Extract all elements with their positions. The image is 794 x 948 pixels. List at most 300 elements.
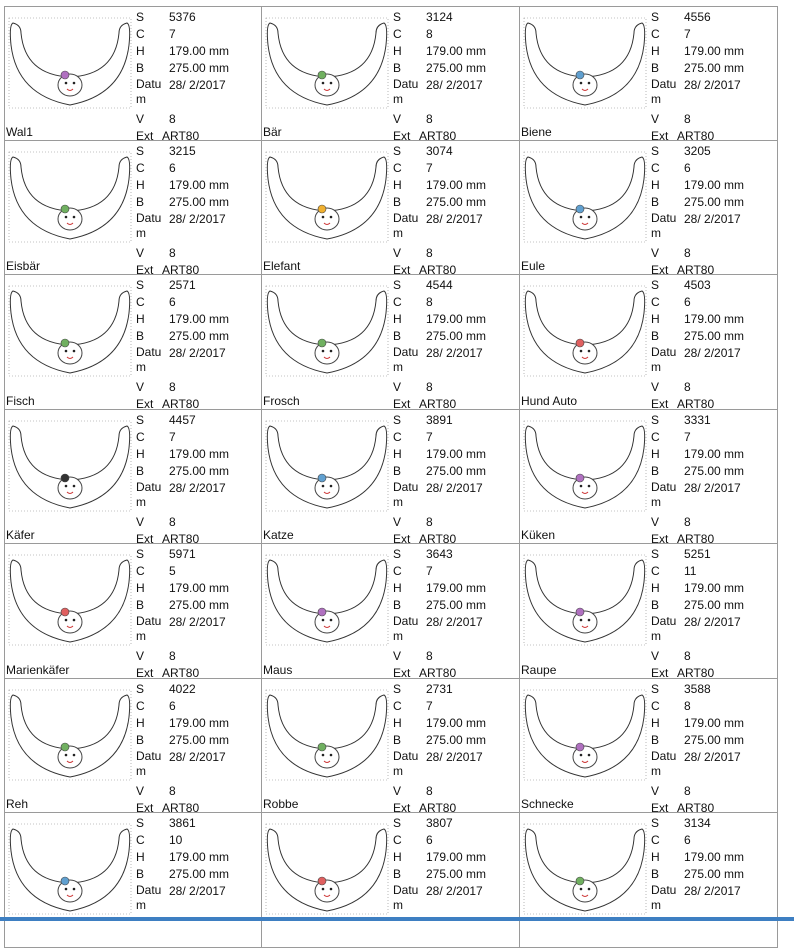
height-value: 179.00 mm [426, 715, 487, 730]
stitch-count [393, 681, 518, 698]
extension [393, 262, 518, 276]
color-count-label: C [651, 698, 660, 713]
stitch-count-label: S [393, 10, 402, 24]
version-value: 8 [684, 783, 691, 798]
width [651, 866, 776, 883]
date-label: Datum [651, 77, 677, 106]
extension-value: ART80 [677, 397, 715, 410]
pig-icon [58, 877, 82, 902]
color-count-value: 7 [169, 429, 176, 444]
color-count-label: C [651, 833, 660, 847]
design-properties [136, 815, 261, 917]
color-count [393, 294, 518, 311]
date-label: Datum [651, 748, 677, 778]
design-cell[interactable] [520, 679, 778, 814]
stitch-count [136, 546, 261, 563]
stitch-count [651, 412, 776, 429]
height-value: 179.00 mm [169, 715, 230, 730]
date-value: 28/ 2/2017 [684, 78, 741, 92]
date-label: Datum [651, 479, 677, 509]
design-properties [651, 9, 776, 141]
version [136, 245, 261, 262]
height [393, 715, 518, 732]
bib-preview [264, 418, 390, 514]
design-cell[interactable] [4, 6, 262, 141]
height [136, 43, 261, 60]
date-value: 28/ 2/2017 [426, 211, 483, 226]
date-label: Datum [651, 345, 677, 374]
date-label: Datum [136, 77, 162, 106]
version-label: V [393, 783, 402, 798]
extension [136, 531, 261, 545]
stitch-count-label: S [136, 143, 145, 158]
date [136, 749, 261, 783]
bib-preview [7, 687, 133, 783]
design-properties [651, 546, 776, 679]
extension-label: Ext [651, 262, 669, 275]
version-value: 8 [169, 649, 176, 663]
window-bottom-bar [0, 917, 794, 921]
version [136, 648, 261, 665]
color-count [393, 563, 518, 580]
version-value: 8 [426, 112, 433, 126]
extension-label: Ext [136, 800, 154, 813]
bib-preview [522, 149, 648, 245]
color-count-label: C [393, 27, 402, 41]
owl-icon [573, 205, 597, 230]
design-properties [136, 277, 261, 410]
design-name: Eule [521, 259, 546, 273]
version-label: V [651, 112, 660, 126]
width-label: B [393, 329, 402, 343]
date [651, 480, 776, 514]
stitch-count-label: S [136, 816, 145, 830]
extension-value: ART80 [162, 666, 200, 679]
design-cell[interactable] [4, 813, 262, 948]
stitch-count-label: S [393, 681, 402, 696]
height [393, 43, 518, 60]
extension-label: Ext [393, 129, 411, 141]
width-value: 275.00 mm [169, 598, 230, 612]
height-value: 179.00 mm [426, 312, 487, 326]
width-value: 275.00 mm [684, 61, 745, 75]
date [136, 614, 261, 648]
design-cell[interactable] [262, 679, 520, 814]
height-value: 179.00 mm [169, 581, 230, 595]
bib-preview [522, 552, 648, 648]
color-count-value: 6 [684, 160, 691, 175]
height-label: H [651, 446, 660, 461]
width-label: B [136, 463, 145, 478]
width-value: 275.00 mm [169, 867, 230, 881]
stitch-count-value: 3891 [426, 412, 453, 427]
version-label: V [393, 380, 402, 394]
date-label: Datum [136, 614, 162, 643]
version-label: V [136, 245, 145, 260]
design-name: Maus [263, 662, 293, 677]
color-count-value: 7 [426, 160, 433, 175]
design-properties [393, 143, 518, 276]
width-label: B [393, 61, 402, 75]
stitch-count [136, 815, 261, 832]
date-value: 28/ 2/2017 [169, 749, 226, 764]
width-value: 275.00 mm [169, 732, 230, 747]
version [651, 111, 776, 128]
color-count-value: 7 [426, 564, 433, 578]
height-value: 179.00 mm [169, 177, 230, 192]
design-cell[interactable] [262, 275, 520, 410]
width-label: B [393, 867, 402, 881]
width [393, 597, 518, 614]
extension-value: ART80 [419, 666, 457, 679]
stitch-count [651, 815, 776, 832]
design-cell[interactable] [520, 6, 778, 141]
stitch-count-label: S [393, 143, 402, 158]
version-value: 8 [684, 649, 691, 663]
height-value: 179.00 mm [169, 312, 230, 326]
date-label: Datum [393, 77, 419, 106]
version-value: 8 [684, 380, 691, 394]
bib-preview [7, 552, 133, 648]
date-value: 28/ 2/2017 [684, 211, 741, 226]
version-value: 8 [684, 514, 691, 529]
color-count-value: 7 [169, 27, 176, 41]
stitch-count-value: 4457 [169, 412, 196, 427]
design-properties [651, 277, 776, 410]
width-value: 275.00 mm [426, 194, 487, 209]
stitch-count-value: 2571 [169, 278, 196, 292]
color-count-value: 7 [684, 27, 691, 41]
extension [393, 128, 518, 141]
extension-value: ART80 [419, 262, 457, 275]
width-value: 275.00 mm [684, 463, 745, 478]
height-label: H [136, 850, 145, 864]
color-count-label: C [393, 429, 402, 444]
date [651, 211, 776, 245]
design-cell[interactable] [262, 141, 520, 276]
design-properties [651, 681, 776, 814]
extension-label: Ext [651, 129, 669, 141]
date-value: 28/ 2/2017 [426, 884, 483, 898]
stitch-count-label: S [393, 278, 402, 292]
design-name: Biene [521, 124, 552, 139]
color-count-value: 7 [684, 429, 691, 444]
design-name: Hund Auto [521, 393, 578, 408]
height-label: H [651, 312, 660, 326]
design-properties [393, 412, 518, 545]
version-label: V [136, 112, 145, 126]
height [393, 311, 518, 328]
height-value: 179.00 mm [684, 177, 745, 192]
deer-icon [58, 743, 82, 768]
height-value: 179.00 mm [169, 44, 230, 58]
design-cell[interactable] [520, 275, 778, 410]
bib-preview [264, 821, 390, 917]
width-label: B [651, 598, 660, 612]
design-cell[interactable] [520, 544, 778, 679]
color-count-value: 6 [684, 295, 691, 309]
stitch-count-value: 5251 [684, 547, 711, 561]
width-value: 275.00 mm [169, 61, 230, 75]
color-count [136, 26, 261, 43]
version-label: V [393, 245, 402, 260]
color-count [136, 698, 261, 715]
stitch-count-value: 3643 [426, 547, 453, 561]
height [136, 715, 261, 732]
version-label: V [393, 514, 402, 529]
height [651, 311, 776, 328]
date-label: Datum [393, 883, 419, 912]
color-count-label: C [136, 295, 145, 309]
width [136, 194, 261, 211]
height [651, 177, 776, 194]
extension-label: Ext [136, 666, 154, 679]
height-value: 179.00 mm [169, 850, 230, 864]
date-value: 28/ 2/2017 [426, 346, 483, 360]
color-count-label: C [393, 160, 402, 175]
version-value: 8 [426, 649, 433, 663]
date-value: 28/ 2/2017 [426, 78, 483, 92]
height [393, 446, 518, 463]
version-value: 8 [169, 783, 176, 798]
extension-label: Ext [651, 531, 669, 544]
design-cell[interactable] [262, 544, 520, 679]
design-cell[interactable] [262, 813, 520, 948]
design-cell[interactable] [262, 6, 520, 141]
fish-icon [58, 339, 82, 364]
extension-label: Ext [651, 666, 669, 679]
height-label: H [136, 581, 145, 595]
date-label: Datum [651, 883, 677, 912]
bib-preview [264, 687, 390, 783]
bib-preview [522, 687, 648, 783]
version-value: 8 [426, 380, 433, 394]
stitch-count [136, 277, 261, 294]
stitch-count-label: S [136, 547, 145, 561]
version-value: 8 [684, 112, 691, 126]
design-name: Elefant [263, 259, 301, 273]
date [651, 749, 776, 783]
color-count [651, 563, 776, 580]
stitch-count-value: 4556 [684, 10, 711, 24]
color-count [393, 429, 518, 446]
date-value: 28/ 2/2017 [169, 615, 226, 629]
width-label: B [393, 194, 402, 209]
extension [393, 531, 518, 545]
date-value: 28/ 2/2017 [169, 480, 226, 495]
stitch-count-value: 3588 [684, 681, 711, 696]
version [136, 783, 261, 800]
date-value: 28/ 2/2017 [426, 749, 483, 764]
color-count [136, 160, 261, 177]
width-value: 275.00 mm [426, 463, 487, 478]
extension [651, 531, 776, 545]
color-count-value: 6 [169, 698, 176, 713]
extension [651, 800, 776, 814]
stitch-count [136, 412, 261, 429]
height [651, 446, 776, 463]
stitch-count [393, 546, 518, 563]
design-cell[interactable] [4, 275, 262, 410]
stitch-count-value: 3331 [684, 412, 711, 427]
height [136, 446, 261, 463]
stitch-count-label: S [651, 278, 660, 292]
color-count-value: 7 [426, 698, 433, 713]
width [393, 463, 518, 480]
design-properties [393, 815, 518, 917]
date-label: Datum [136, 883, 162, 912]
design-name: Robbe [263, 797, 299, 811]
bib-preview [264, 149, 390, 245]
extension-value: ART80 [162, 397, 200, 410]
height [136, 580, 261, 597]
bib-preview [7, 283, 133, 379]
height [393, 849, 518, 866]
date-label: Datum [393, 210, 419, 240]
color-count [136, 832, 261, 849]
design-name: Küken [521, 528, 556, 542]
height-value: 179.00 mm [169, 446, 230, 461]
stitch-count-label: S [136, 681, 145, 696]
height-value: 179.00 mm [684, 715, 745, 730]
color-count-value: 8 [684, 698, 691, 713]
seal-icon [315, 743, 339, 768]
extension-value: ART80 [162, 262, 200, 275]
caterpillar-icon [573, 608, 597, 633]
height-label: H [393, 581, 402, 595]
width [393, 732, 518, 749]
color-count [393, 26, 518, 43]
design-cell[interactable] [520, 141, 778, 276]
width-value: 275.00 mm [426, 61, 487, 75]
stitch-count [393, 412, 518, 429]
width-label: B [651, 732, 660, 747]
version-label: V [136, 514, 145, 529]
color-count-value: 6 [684, 833, 691, 847]
design-cell[interactable] [4, 679, 262, 814]
width-value: 275.00 mm [169, 194, 230, 209]
design-cell[interactable] [4, 544, 262, 679]
color-count-value: 6 [169, 295, 176, 309]
height-value: 179.00 mm [426, 44, 487, 58]
stitch-count [651, 9, 776, 26]
version-value: 8 [426, 783, 433, 798]
height-value: 179.00 mm [684, 312, 745, 326]
extension-label: Ext [136, 129, 154, 141]
color-count [651, 698, 776, 715]
extension [393, 665, 518, 679]
date-label: Datum [393, 479, 419, 509]
stitch-count [136, 9, 261, 26]
date [136, 480, 261, 514]
version [393, 111, 518, 128]
stitch-count [136, 681, 261, 698]
width [393, 866, 518, 883]
color-count [651, 160, 776, 177]
width [393, 60, 518, 77]
date-value: 28/ 2/2017 [684, 749, 741, 764]
stitch-count [651, 277, 776, 294]
stitch-count [651, 681, 776, 698]
extension-value: ART80 [419, 800, 457, 813]
color-count-value: 10 [169, 833, 183, 847]
color-count [393, 160, 518, 177]
design-properties [393, 277, 518, 410]
version-label: V [393, 649, 402, 663]
color-count-label: C [136, 27, 145, 41]
date [651, 77, 776, 111]
width-value: 275.00 mm [684, 867, 745, 881]
height [136, 177, 261, 194]
width-label: B [651, 867, 660, 881]
polar-bear-icon [58, 205, 82, 230]
width [136, 60, 261, 77]
date [651, 614, 776, 648]
stitch-count [393, 143, 518, 160]
design-name: Marienkäfer [6, 662, 70, 677]
date [393, 614, 518, 648]
height-label: H [393, 446, 402, 461]
design-name: Reh [6, 797, 29, 811]
bib-preview [264, 283, 390, 379]
design-cell[interactable] [520, 813, 778, 948]
color-count-label: C [393, 698, 402, 713]
width-label: B [393, 598, 402, 612]
date [136, 77, 261, 111]
design-cell[interactable] [4, 141, 262, 276]
height-value: 179.00 mm [426, 177, 487, 192]
date [136, 883, 261, 917]
width-value: 275.00 mm [426, 329, 487, 343]
stitch-count-label: S [393, 816, 402, 830]
version-label: V [136, 380, 145, 394]
date-label: Datum [393, 748, 419, 778]
color-count [136, 294, 261, 311]
design-name: Frosch [263, 393, 300, 408]
date-label: Datum [136, 748, 162, 778]
stitch-count-label: S [651, 143, 660, 158]
version [136, 379, 261, 396]
extension [393, 800, 518, 814]
date-value: 28/ 2/2017 [684, 480, 741, 495]
color-count [651, 832, 776, 849]
version-label: V [651, 514, 660, 529]
extension-label: Ext [136, 531, 154, 544]
elephant-icon [315, 205, 339, 230]
width-label: B [651, 329, 660, 343]
height [651, 715, 776, 732]
color-count-label: C [393, 833, 402, 847]
design-cell[interactable] [4, 410, 262, 545]
bib-preview [522, 283, 648, 379]
stitch-count [393, 9, 518, 26]
width-value: 275.00 mm [169, 329, 230, 343]
width-label: B [651, 463, 660, 478]
date-label: Datum [393, 614, 419, 643]
color-count-value: 8 [426, 27, 433, 41]
extension [136, 396, 261, 410]
width-label: B [136, 732, 145, 747]
height [136, 849, 261, 866]
version-label: V [136, 649, 145, 663]
height [393, 580, 518, 597]
design-cell[interactable] [520, 410, 778, 545]
stitch-count-label: S [651, 10, 660, 24]
color-count-label: C [136, 429, 145, 444]
extension-label: Ext [393, 666, 411, 679]
height-value: 179.00 mm [684, 850, 745, 864]
design-cell[interactable] [262, 410, 520, 545]
